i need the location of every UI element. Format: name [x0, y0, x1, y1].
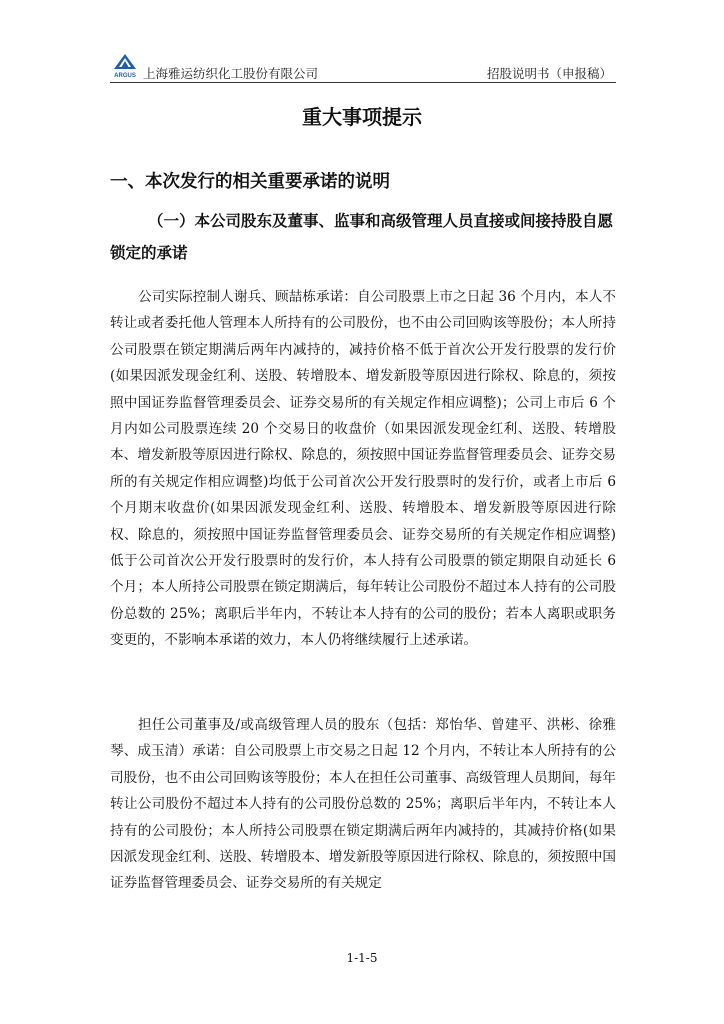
paragraph-controller-commitment: 公司实际控制人谢兵、顾喆栋承诺：自公司股票上市之日起 36 个月内，本人不转让或者委托他人管理本人所持有的公司股份，也不由公司回购该等股份；本人所持公司股票在锁定期满后两年内减持的，减持价格不低于首次公开发行股票的发行价(如果因派发现金红利、送股、转增股本、增发新股等原因进行除权、除息的，须按照中国证券监督管理委员会、证券交易所的有关规定作相应调整)；公司上市后 6 个月内如公司股票连续 20 个交易日的收盘价（如果因派发现金红利、送股、转增股本、增发新股等原因进行除权、除息的，须按照中国证券监督管理委员会、证券交易所的有关规定作相应调整)均低于公司首次公开发行股票时的发行价，或者上市后 6 个月期末收盘价(如果因派发现金红利、送股、转增股本、增发新股等原因进行除权、除息的，须按照中国证券监督管理委员会、证券交易所的有关规定作相应调整)低于公司首次公开发行股票时的发行价，本人持有公司股票的锁定期限自动延长 6 个月；本人所持公司股票在锁定期满后，每年转让公司股份不超过本人持有的公司股份总数的 25%；离职后半年内，不转让本人持有的公司的股份；若本人离职或职务变更的，不影响本承诺的效力，本人仍将继续履行上述承诺。: [110, 289, 616, 649]
argus-logo-icon: [110, 52, 140, 80]
document-type: 招股说明书（申报稿）: [486, 66, 612, 81]
logo-text: ARGUS: [114, 73, 136, 79]
section-heading: 一、本次发行的相关重要承诺的说明: [110, 172, 390, 192]
paragraph-director-commitment: 担任公司董事及/或高级管理人员的股东（包括：郑怡华、曾建平、洪彬、徐雅琴、成玉清）承诺：自公司股票上市交易之日起 12 个月内，不转让本人所持有的公司股份，也不由公司回购该等股份；本人在担任公司董事、高级管理人员期间，每年转让公司股份不超过本人持有的公司股份总数的 25%；离职后半年内，不转让本人持有的公司股份；本人所持公司股票在锁定期满后两年内减持的，其减持价格(如果因派发现金红利、送股、转增股本、增发新股等原因进行除权、除息的，须按照中国证券监督管理委员会、证券交易所的有关规定: [110, 717, 616, 892]
page-number: 1-1-5: [346, 951, 378, 965]
page-header: [110, 52, 616, 83]
company-logo: [110, 52, 140, 80]
company-name: 上海雅运纺织化工股份有限公司: [143, 66, 319, 81]
subsection-heading: （一）本公司股东及董事、监事和高级管理人员直接或间接持股自愿锁定的承诺: [110, 212, 614, 262]
page-title: 重大事项提示: [302, 105, 422, 129]
